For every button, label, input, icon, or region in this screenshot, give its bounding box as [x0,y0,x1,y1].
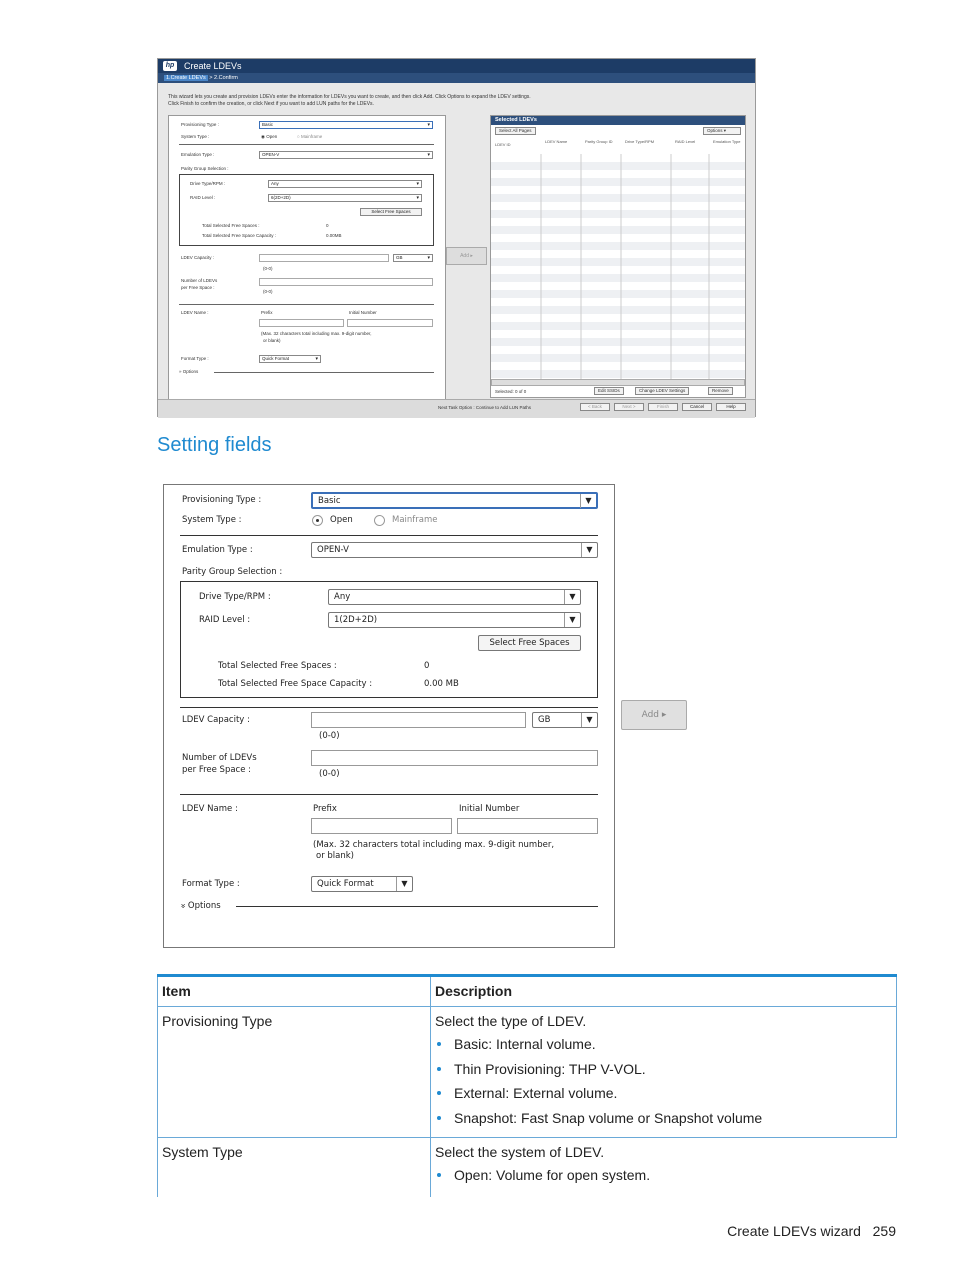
dropdown-arrow-icon: ▼ [581,713,597,727]
section-heading: Setting fields [157,434,272,456]
column-header[interactable]: Parity Group ID [585,139,613,144]
raid-level-label: RAID Level : [190,195,216,200]
intro-line: This wizard lets you create and provision LDEVs enter the information for LDEVs you want to create, and then click Add. Click Options to expand the LDEV settings. [168,94,531,100]
drive-type-select[interactable] [328,589,581,605]
parity-group-label: Parity Group Selection : [181,166,229,171]
list-item: Open: Volume for open system. [454,1167,651,1183]
ldev-capacity-label: LDEV Capacity : [181,255,215,260]
step-separator: > [209,75,213,81]
select-free-spaces-button[interactable]: Select Free Spaces [478,635,581,651]
wizard-footer [158,399,755,418]
system-open-radio[interactable] [312,515,323,526]
table-border [157,977,158,1197]
column-header[interactable]: RAID Level [675,139,696,144]
initial-number-label: Initial Number [459,804,520,814]
table-row-description: Select the system of LDEV. [435,1144,605,1160]
emulation-type-label: Emulation Type : [181,152,215,157]
step-current[interactable]: 1.Create LDEVs [166,75,206,81]
system-type-label: System Type : [182,515,242,525]
divider [214,372,434,373]
format-type-select[interactable]: Quick Format ▾ [259,355,321,363]
remove-button[interactable]: Remove [708,387,733,395]
table-header-description: Description [435,983,513,999]
total-capacity-label: Total Selected Free Space Capacity : [218,679,373,689]
add-label: Add [641,710,660,720]
emulation-type-value: OPEN-V [317,545,349,555]
hp-logo: hp [163,61,177,71]
name-hint-2: or blank) [316,851,354,861]
raid-level-select[interactable] [328,612,581,628]
table-row-item: System Type [162,1144,243,1160]
table-rule [157,1137,897,1138]
format-type-select[interactable] [311,876,413,892]
setting-fields-form [163,484,615,948]
format-type-label: Format Type : [181,356,209,361]
num-ldevs-label-2: per Free Space : [181,285,215,290]
column-header[interactable]: Drive Type/RPM [625,139,655,144]
add-label: Add [460,253,469,259]
table-rule [157,1006,897,1007]
num-ldevs-input[interactable] [311,750,598,766]
window-title: Create LDEVs [184,61,242,71]
add-button[interactable]: Add ▸ [446,247,487,265]
system-open-label: Open [330,515,353,525]
table-header-item: Item [162,983,191,999]
num-ldevs-label: Number of LDEVs [182,753,257,763]
system-open-label: Open [266,134,278,139]
column-header[interactable]: Emulation Type [713,139,741,144]
list-item: External: External volume. [454,1085,618,1101]
capacity-range: (0-0) [263,266,273,271]
parity-group-box [179,174,434,246]
provisioning-type-label: Provisioning Type : [182,495,262,505]
num-ldevs-range: (0-0) [319,769,340,779]
drive-type-select[interactable]: Any ▾ [268,180,422,188]
divider [180,794,598,795]
capacity-unit-select[interactable] [532,712,598,728]
name-hint-2: or blank) [263,338,281,343]
wizard-intro [168,94,668,107]
options-label: Options [187,901,221,911]
ldev-capacity-label: LDEV Capacity : [182,715,250,725]
page-number: 259 [872,1223,896,1239]
prefix-label: Prefix [261,310,273,315]
capacity-range: (0-0) [319,731,340,741]
capacity-unit-value: GB [538,715,551,725]
selected-ldevs-panel [490,115,746,398]
ldev-capacity-input[interactable] [311,712,526,728]
divider [236,906,598,907]
total-free-spaces-value: 0 [424,661,430,671]
dropdown-arrow-icon: ▼ [564,590,580,604]
divider [179,144,434,145]
ldev-grid [491,154,745,379]
num-ldevs-input[interactable] [259,278,433,286]
name-hint: (Max. 32 characters total including max. 9-digit number, [313,840,555,850]
chevron-double-down-icon: » [177,903,188,909]
selected-count: Selected: 0 of 0 [495,389,527,394]
ldev-name-label: LDEV Name : [181,310,209,315]
provisioning-type-select[interactable] [311,492,598,509]
drive-type-label: Drive Type/RPM : [190,181,226,186]
divider [179,304,434,305]
initial-number-input[interactable] [457,818,598,834]
intro-line: Click Finish to confirm the creation, or click Next if you want to add LUN paths for the LDEVs. [168,100,374,107]
options-label: Options [182,369,199,374]
back-button[interactable]: < Back [580,403,610,411]
prefix-input[interactable] [311,818,452,834]
dropdown-arrow-icon: ▼ [580,494,596,508]
emulation-type-select[interactable]: OPEN-V ▾ [259,151,433,159]
dropdown-arrow-icon: ▼ [396,877,412,891]
emulation-type-select[interactable] [311,542,598,558]
format-type-value: Quick Format [317,879,374,889]
finish-button[interactable]: Finish [648,403,678,411]
num-ldevs-range: (0-0) [263,289,273,294]
parity-group-box [180,581,598,698]
step-next[interactable]: 2.Confirm [214,75,238,81]
divider [180,707,598,708]
total-capacity-value: 0.00 MB [424,679,459,689]
ldev-form-small [168,115,446,400]
initial-number-input[interactable] [347,319,433,327]
raid-level-label: RAID Level : [199,615,251,625]
change-ldev-settings-button[interactable]: Change LDEV Settings [635,387,689,395]
system-mainframe-radio[interactable] [374,515,385,526]
page-footer [727,1223,896,1239]
options-button-label: Options [707,128,723,133]
ldev-capacity-input[interactable] [259,254,389,262]
select-free-spaces-button[interactable]: Select Free Spaces [360,208,422,216]
total-capacity-label: Total Selected Free Space Capacity : [202,233,277,238]
table-border [896,977,897,1138]
system-open-radio[interactable]: ◉ Open [261,134,278,139]
system-mainframe-label: Mainframe [392,515,438,525]
initial-number-label: Initial Number [349,310,377,315]
next-button[interactable]: Next > [614,403,644,411]
total-free-spaces-label: Total Selected Free Spaces : [202,223,260,228]
help-button[interactable]: Help [716,403,746,411]
options-toggle[interactable] [177,901,221,911]
bullet-icon [437,1067,441,1071]
horizontal-scrollbar[interactable] [491,379,745,386]
list-item: Snapshot: Fast Snap volume or Snapshot volume [454,1110,763,1126]
raid-level-select[interactable]: 6(2D+2D) ▾ [268,194,422,202]
raid-level-value: 1(2D+2D) [334,615,378,625]
total-free-spaces-value: 0 [326,223,329,228]
wizard-steps [158,73,755,83]
edit-ssids-button[interactable]: Edit SSIDs [594,387,624,395]
bullet-icon [437,1116,441,1120]
list-item: Basic: Internal volume. [454,1036,596,1052]
parity-group-label: Parity Group Selection : [182,567,283,577]
settings-table [157,974,897,1197]
dropdown-arrow-icon: ▼ [581,543,597,557]
provisioning-type-label: Provisioning Type : [181,122,219,127]
cancel-button[interactable]: Cancel [682,403,712,411]
drive-type-value: Any [334,592,351,602]
add-button[interactable] [621,700,687,730]
bullet-icon [437,1091,441,1095]
table-border [430,977,431,1197]
list-item: Thin Provisioning: THP V-VOL. [454,1061,646,1077]
ldev-name-label: LDEV Name : [182,804,238,814]
table-row-description: Select the type of LDEV. [435,1013,587,1029]
wizard-screenshot [157,58,756,417]
num-ldevs-label-2: per Free Space : [182,765,252,775]
num-ldevs-label: Number of LDEVs [181,278,218,283]
column-header[interactable]: LDEV ID [495,142,511,147]
system-mainframe-radio[interactable]: ○ Mainframe [297,134,323,139]
bullet-icon [437,1042,441,1046]
prefix-label: Prefix [313,804,337,814]
total-free-spaces-label: Total Selected Free Spaces : [218,661,337,671]
footer-title: Create LDEVs wizard [727,1223,861,1239]
system-type-label: System Type : [181,134,210,139]
bullet-icon [437,1173,441,1177]
provisioning-type-select[interactable]: Basic ▾ [259,121,433,129]
options-button[interactable]: Options ▾ [703,127,741,135]
drive-type-label: Drive Type/RPM : [199,592,271,602]
column-header[interactable]: LDEV Name [545,139,568,144]
system-mainframe-label: Mainframe [300,134,323,139]
selected-ldevs-title: Selected LDEVs [491,116,745,125]
select-all-pages-button[interactable]: Select All Pages [495,127,536,135]
capacity-unit-select[interactable]: GB ▾ [393,254,433,262]
provisioning-type-value: Basic [318,496,341,506]
total-capacity-value: 0.00MB [326,233,342,238]
table-top-rule [157,974,897,977]
arrow-right-icon: ▸ [661,710,667,720]
prefix-input[interactable] [259,319,344,327]
options-toggle[interactable] [179,369,198,374]
emulation-type-label: Emulation Type : [182,545,253,555]
chevron-double-down-icon: » [179,369,182,374]
next-task-option[interactable]: Next Task Option : Continue to Add LUN Paths [438,405,531,410]
name-hint: (Max. 32 characters total including max. 9-digit number, [261,331,372,336]
dropdown-arrow-icon: ▼ [564,613,580,627]
window-titlebar [158,59,755,73]
format-type-label: Format Type : [182,879,240,889]
divider [180,535,598,536]
table-row-item: Provisioning Type [162,1013,273,1029]
